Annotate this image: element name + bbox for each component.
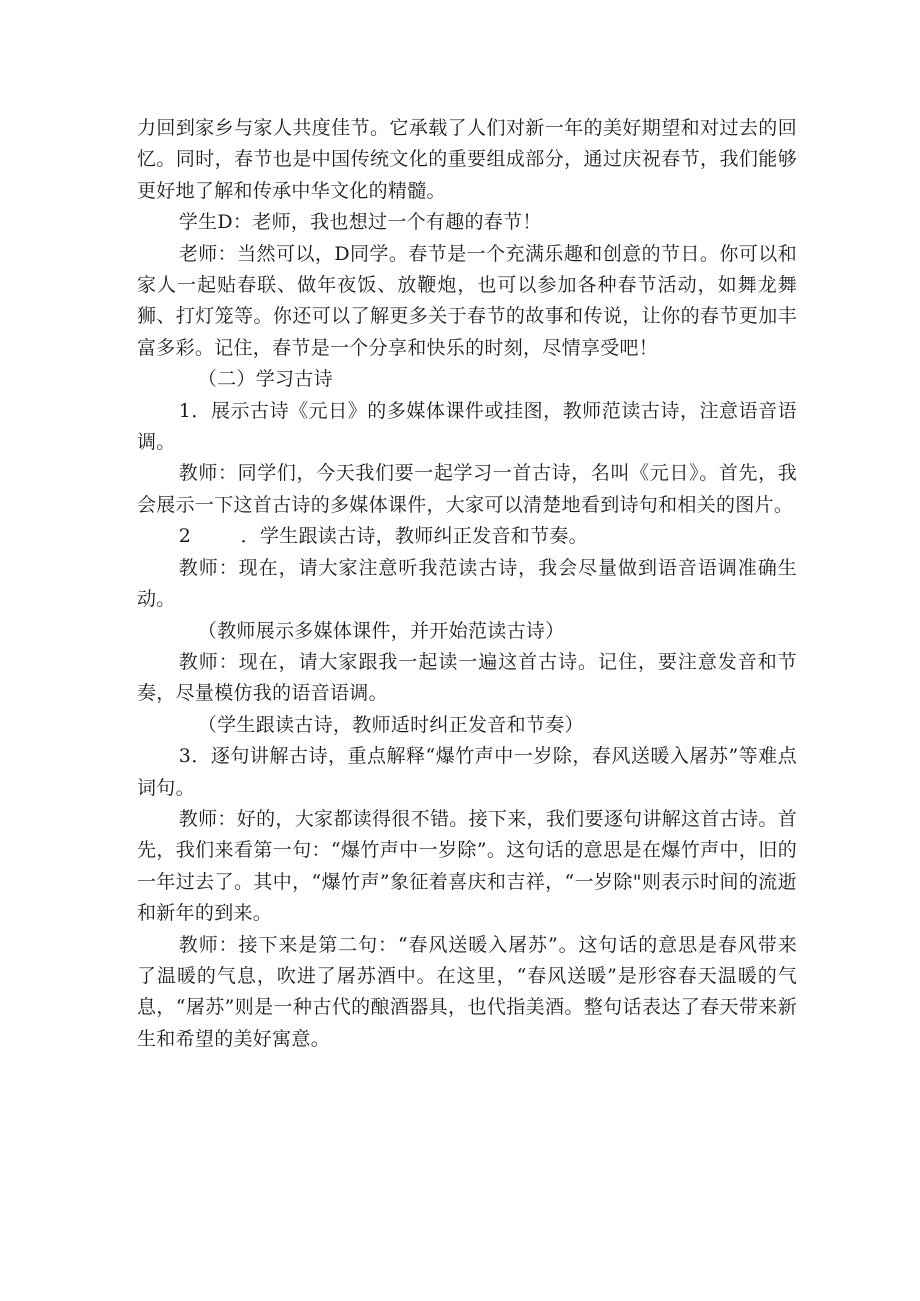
paragraph-line-2: 教师：接下来是第二句：“春风送暖入屠苏”。这句话的意思是春风带来了温暖的气息，吹进了屠苏酒中。在这里，“春风送暖”是形容春天温暖的气息，“屠苏”则是一种古代的酿酒器具，也代指美酒。整句话表达了春天带来新生和希望的美好寓意。 <box>137 933 797 1050</box>
step-3: 3．逐句讲解古诗，重点解释“爆竹声中一岁除，春风送暖入屠苏”等难点词句。 <box>137 745 797 799</box>
stage-note-1: （教师展示多媒体课件，并开始范读古诗） <box>197 619 565 642</box>
paragraph-continuation: 力回到家乡与家人共度佳节。它承载了人们对新一年的美好期望和对过去的回忆。同时，春节也是中国传统文化的重要组成部分，通过庆祝春节，我们能够更好地了解和传承中华文化的精髓。 <box>137 117 797 202</box>
step-2-text: ．学生跟读古诗，教师纠正发音和节奏。 <box>240 525 588 548</box>
paragraph-teacher-follow: 教师：现在，请大家跟我一起读一遍这首古诗。记住，要注意发音和节奏，尽量模仿我的语音语调。 <box>137 650 797 705</box>
stage-note-2: （学生跟读古诗，教师适时纠正发音和节奏） <box>197 713 584 736</box>
paragraph-teacher-intro: 教师：同学们，今天我们要一起学习一首古诗，名叫《元日》。首先，我会展示一下这首古诗的多媒体课件，大家可以清楚地看到诗句和相关的图片。 <box>137 462 797 516</box>
body-text <box>137 113 797 1055</box>
section-heading: （二）学习古诗 <box>197 368 333 391</box>
paragraph-student-d: 学生D：老师，我也想过一个有趣的春节！ <box>178 211 542 234</box>
step-2-number: 2 <box>178 525 192 548</box>
step-1: 1．展示古诗《元日》的多媒体课件或挂图，教师范读古诗，注意语音语调。 <box>137 399 797 454</box>
paragraph-teacher-reply: 老师：当然可以，D同学。春节是一个充满乐趣和创意的节日。你可以和家人一起贴春联、做年夜饭、放鞭炮，也可以参加各种春节活动，如舞龙舞狮、打灯笼等。你还可以了解更多关于春节的故事和传说，让你的春节更加丰富多彩。记住，春节是一个分享和快乐的时刻，尽情享受吧！ <box>137 242 797 359</box>
paragraph-line-1: 教师：好的，大家都读得很不错。接下来，我们要逐句讲解这首古诗。首先，我们来看第一句：“爆竹声中一岁除”。这句话的意思是在爆竹声中，旧的一年过去了。其中，“爆竹声”象征着喜庆和吉祥，“一岁除"则表示时间的流逝和新年的到来。 <box>137 807 797 925</box>
step-2 <box>137 521 797 552</box>
paragraph-teacher-read: 教师：现在，请大家注意听我范读古诗，我会尽量做到语音语调准确生动。 <box>137 556 797 611</box>
